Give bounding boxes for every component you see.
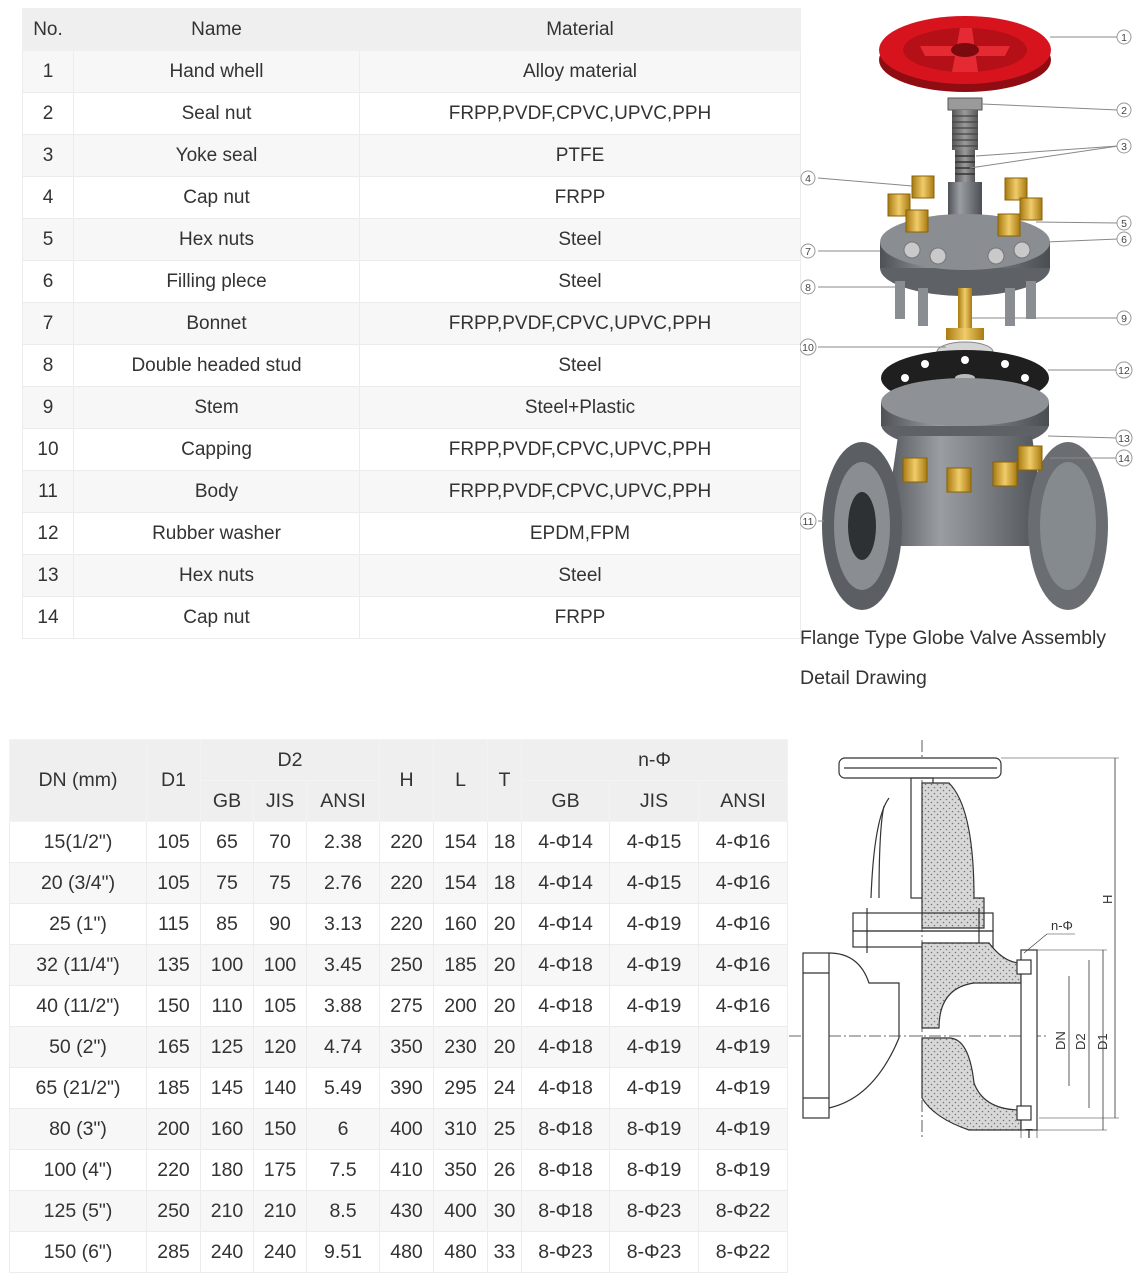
cell-d1: 250 [147,1191,201,1232]
cell-nphi-ansi: 8-Φ19 [699,1150,788,1191]
cell-l: 154 [434,822,488,863]
cell-nphi-gb: 8-Φ18 [522,1109,610,1150]
cell-nphi-ansi: 4-Φ19 [699,1109,788,1150]
cell-nphi-jis: 4-Φ15 [610,822,699,863]
cell-no: 3 [23,135,74,177]
cell-nphi-gb: 4-Φ14 [522,863,610,904]
cell-h: 250 [380,945,434,986]
cell-dn: 20 (3/4") [10,863,147,904]
cell-name: Hex nuts [74,219,360,261]
cell-no: 9 [23,387,74,429]
dim-label-d2: D2 [1073,1033,1088,1050]
cell-d2-ansi: 2.38 [307,822,380,863]
cell-dn: 50 (2") [10,1027,147,1068]
callout-14: 14 [1118,453,1130,465]
cell-d2-gb: 240 [201,1232,254,1273]
cell-h: 430 [380,1191,434,1232]
cell-material: Steel [360,555,801,597]
cell-d1: 105 [147,822,201,863]
cell-nphi-ansi: 4-Φ16 [699,945,788,986]
cell-nphi-ansi: 4-Φ16 [699,863,788,904]
cell-no: 7 [23,303,74,345]
valve-section-drawing [789,738,1143,1143]
cell-d2-jis: 75 [254,863,307,904]
callout-6: 6 [1121,234,1127,246]
cell-t: 20 [488,904,522,945]
parts-row [23,303,801,345]
cell-d2-ansi: 4.74 [307,1027,380,1068]
callout-2: 2 [1121,105,1127,117]
cell-name: Yoke seal [74,135,360,177]
cell-no: 14 [23,597,74,639]
cell-d2-ansi: 8.5 [307,1191,380,1232]
dims-row [10,986,788,1027]
cell-dn: 25 (1") [10,904,147,945]
cell-d2-gb: 125 [201,1027,254,1068]
cell-d2-gb: 145 [201,1068,254,1109]
cell-name: Double headed stud [74,345,360,387]
cell-material: FRPP [360,597,801,639]
cell-no: 4 [23,177,74,219]
header-n-phi: n-Φ [522,740,788,781]
cell-nphi-jis: 8-Φ19 [610,1150,699,1191]
cell-dn: 150 (6") [10,1232,147,1273]
header-nphi-jis: JIS [610,781,699,822]
cell-h: 390 [380,1068,434,1109]
cell-h: 220 [380,863,434,904]
cell-h: 480 [380,1232,434,1273]
cell-no: 13 [23,555,74,597]
cell-nphi-gb: 4-Φ18 [522,1027,610,1068]
cell-nphi-ansi: 4-Φ16 [699,904,788,945]
cell-nphi-gb: 8-Φ18 [522,1191,610,1232]
cell-name: Rubber washer [74,513,360,555]
cell-material: FRPP,PVDF,CPVC,UPVC,PPH [360,471,801,513]
cell-l: 480 [434,1232,488,1273]
cell-nphi-ansi: 4-Φ16 [699,986,788,1027]
parts-row [23,51,801,93]
cell-nphi-gb: 4-Φ18 [522,986,610,1027]
parts-row [23,429,801,471]
dims-row [10,822,788,863]
cell-t: 18 [488,822,522,863]
parts-row [23,513,801,555]
cell-no: 5 [23,219,74,261]
cell-dn: 15(1/2") [10,822,147,863]
cell-d2-jis: 175 [254,1150,307,1191]
callout-5: 5 [1121,218,1127,230]
dims-row [10,1150,788,1191]
callout-8: 8 [805,282,811,294]
cell-l: 160 [434,904,488,945]
cell-material: FRPP,PVDF,CPVC,UPVC,PPH [360,303,801,345]
cell-nphi-gb: 4-Φ18 [522,1068,610,1109]
cell-d1: 185 [147,1068,201,1109]
cell-nphi-ansi: 4-Φ19 [699,1068,788,1109]
dim-label-d1: D1 [1095,1033,1110,1050]
cell-name: Hand whell [74,51,360,93]
cell-name: Body [74,471,360,513]
parts-header-row [23,9,801,51]
cell-dn: 100 (4") [10,1150,147,1191]
cell-l: 154 [434,863,488,904]
parts-row [23,135,801,177]
cell-d2-ansi: 9.51 [307,1232,380,1273]
cell-material: EPDM,FPM [360,513,801,555]
dims-row [10,1232,788,1273]
callout-11: 11 [802,516,814,528]
body-part [822,378,1108,610]
header-t: T [488,740,522,822]
cell-material: Steel [360,219,801,261]
callout-4: 4 [805,173,811,185]
cell-d1: 115 [147,904,201,945]
cell-d2-jis: 90 [254,904,307,945]
cell-name: Filling plece [74,261,360,303]
cell-name: Seal nut [74,93,360,135]
cell-no: 10 [23,429,74,471]
cell-nphi-jis: 4-Φ19 [610,986,699,1027]
cell-dn: 32 (11/4") [10,945,147,986]
cell-material: Steel+Plastic [360,387,801,429]
callout-12: 12 [1118,365,1130,377]
header-dn: DN (mm) [10,740,147,822]
cell-d1: 285 [147,1232,201,1273]
cell-no: 12 [23,513,74,555]
dims-row [10,1191,788,1232]
header-h: H [380,740,434,822]
cell-nphi-jis: 8-Φ19 [610,1109,699,1150]
header-name: Name [74,9,360,51]
cell-t: 24 [488,1068,522,1109]
dims-row [10,945,788,986]
callout-3: 3 [1121,141,1127,153]
cell-l: 350 [434,1150,488,1191]
cell-d2-gb: 65 [201,822,254,863]
callout-13: 13 [1118,433,1130,445]
dim-label-n-phi: n-Φ [1051,918,1073,933]
cell-nphi-gb: 4-Φ18 [522,945,610,986]
cell-nphi-ansi: 8-Φ22 [699,1191,788,1232]
header-d2-ansi: ANSI [307,781,380,822]
dims-row [10,1027,788,1068]
cell-nphi-jis: 8-Φ23 [610,1232,699,1273]
dims-row [10,1109,788,1150]
dims-row [10,1068,788,1109]
cell-t: 33 [488,1232,522,1273]
cell-d2-gb: 75 [201,863,254,904]
cell-t: 25 [488,1109,522,1150]
header-d2: D2 [201,740,380,781]
cell-nphi-gb: 4-Φ14 [522,822,610,863]
cell-material: Steel [360,345,801,387]
callout-1: 1 [1121,32,1127,44]
cell-no: 1 [23,51,74,93]
cell-d2-jis: 105 [254,986,307,1027]
dims-header-row-1 [10,740,788,781]
cell-nphi-gb: 4-Φ14 [522,904,610,945]
cell-d1: 150 [147,986,201,1027]
cell-t: 20 [488,945,522,986]
parts-row [23,177,801,219]
parts-row [23,219,801,261]
cell-name: Hex nuts [74,555,360,597]
cell-h: 220 [380,904,434,945]
cell-d2-jis: 150 [254,1109,307,1150]
callout-7: 7 [805,246,811,258]
cell-l: 400 [434,1191,488,1232]
header-nphi-ansi: ANSI [699,781,788,822]
parts-row [23,471,801,513]
cell-d2-gb: 210 [201,1191,254,1232]
cell-no: 11 [23,471,74,513]
cell-nphi-ansi: 4-Φ19 [699,1027,788,1068]
cell-d2-ansi: 3.13 [307,904,380,945]
cell-d2-ansi: 5.49 [307,1068,380,1109]
cell-h: 410 [380,1150,434,1191]
cell-name: Capping [74,429,360,471]
cell-material: Steel [360,261,801,303]
cell-nphi-jis: 4-Φ19 [610,1027,699,1068]
cell-material: FRPP [360,177,801,219]
cell-name: Cap nut [74,177,360,219]
caption-line-2: Detail Drawing [800,667,927,689]
header-d2-jis: JIS [254,781,307,822]
cell-h: 400 [380,1109,434,1150]
cell-d2-ansi: 3.88 [307,986,380,1027]
parts-row [23,261,801,303]
dim-label-h: H [1100,894,1115,904]
dim-label-dn: DN [1053,1031,1068,1050]
dimensions-table [9,739,788,1273]
figure-caption [800,618,1130,698]
cell-d1: 105 [147,863,201,904]
parts-row [23,597,801,639]
cell-nphi-jis: 4-Φ19 [610,945,699,986]
cell-t: 18 [488,863,522,904]
cell-d2-gb: 85 [201,904,254,945]
cell-dn: 125 (5") [10,1191,147,1232]
header-material: Material [360,9,801,51]
cell-d2-gb: 180 [201,1150,254,1191]
cell-t: 20 [488,1027,522,1068]
header-d2-gb: GB [201,781,254,822]
cell-name: Bonnet [74,303,360,345]
cell-nphi-ansi: 4-Φ16 [699,822,788,863]
cell-nphi-gb: 8-Φ18 [522,1150,610,1191]
cell-h: 275 [380,986,434,1027]
callout-10: 10 [802,342,814,354]
parts-row [23,555,801,597]
dims-row [10,863,788,904]
cell-material: FRPP,PVDF,CPVC,UPVC,PPH [360,93,801,135]
dims-row [10,904,788,945]
cell-no: 8 [23,345,74,387]
cell-d2-jis: 120 [254,1027,307,1068]
cell-nphi-jis: 8-Φ23 [610,1191,699,1232]
cell-l: 230 [434,1027,488,1068]
cell-nphi-jis: 4-Φ19 [610,1068,699,1109]
cell-d2-gb: 100 [201,945,254,986]
cell-d1: 200 [147,1109,201,1150]
cell-name: Cap nut [74,597,360,639]
cell-d2-ansi: 7.5 [307,1150,380,1191]
cell-d1: 165 [147,1027,201,1068]
cell-material: Alloy material [360,51,801,93]
cell-dn: 65 (21/2") [10,1068,147,1109]
cell-t: 20 [488,986,522,1027]
caption-line-1: Flange Type Globe Valve Assembly [800,627,1107,649]
cell-t: 26 [488,1150,522,1191]
handwheel-part [879,16,1051,92]
header-nphi-gb: GB [522,781,610,822]
cell-d2-ansi: 2.76 [307,863,380,904]
cell-d1: 220 [147,1150,201,1191]
header-l: L [434,740,488,822]
cell-dn: 80 (3") [10,1109,147,1150]
cell-l: 185 [434,945,488,986]
cell-d2-ansi: 3.45 [307,945,380,986]
cell-t: 30 [488,1191,522,1232]
cell-d2-gb: 110 [201,986,254,1027]
valve-assembly-illustration [800,6,1143,614]
cell-nphi-gb: 8-Φ23 [522,1232,610,1273]
header-no: No. [23,9,74,51]
cell-l: 310 [434,1109,488,1150]
cell-d2-jis: 100 [254,945,307,986]
cell-d1: 135 [147,945,201,986]
parts-table [22,8,801,639]
cell-h: 220 [380,822,434,863]
callout-9: 9 [1121,313,1127,325]
cell-h: 350 [380,1027,434,1068]
cell-nphi-ansi: 8-Φ22 [699,1232,788,1273]
cell-nphi-jis: 4-Φ15 [610,863,699,904]
header-d1: D1 [147,740,201,822]
cell-no: 2 [23,93,74,135]
parts-row [23,387,801,429]
cell-nphi-jis: 4-Φ19 [610,904,699,945]
cell-material: PTFE [360,135,801,177]
cell-material: FRPP,PVDF,CPVC,UPVC,PPH [360,429,801,471]
cell-l: 200 [434,986,488,1027]
cell-l: 295 [434,1068,488,1109]
parts-row [23,93,801,135]
cell-name: Stem [74,387,360,429]
cell-d2-ansi: 6 [307,1109,380,1150]
cell-no: 6 [23,261,74,303]
cell-d2-gb: 160 [201,1109,254,1150]
dim-label-t: T [1025,1126,1033,1141]
cell-d2-jis: 70 [254,822,307,863]
cell-dn: 40 (11/2") [10,986,147,1027]
cell-d2-jis: 140 [254,1068,307,1109]
cell-d2-jis: 240 [254,1232,307,1273]
cell-d2-jis: 210 [254,1191,307,1232]
parts-row [23,345,801,387]
